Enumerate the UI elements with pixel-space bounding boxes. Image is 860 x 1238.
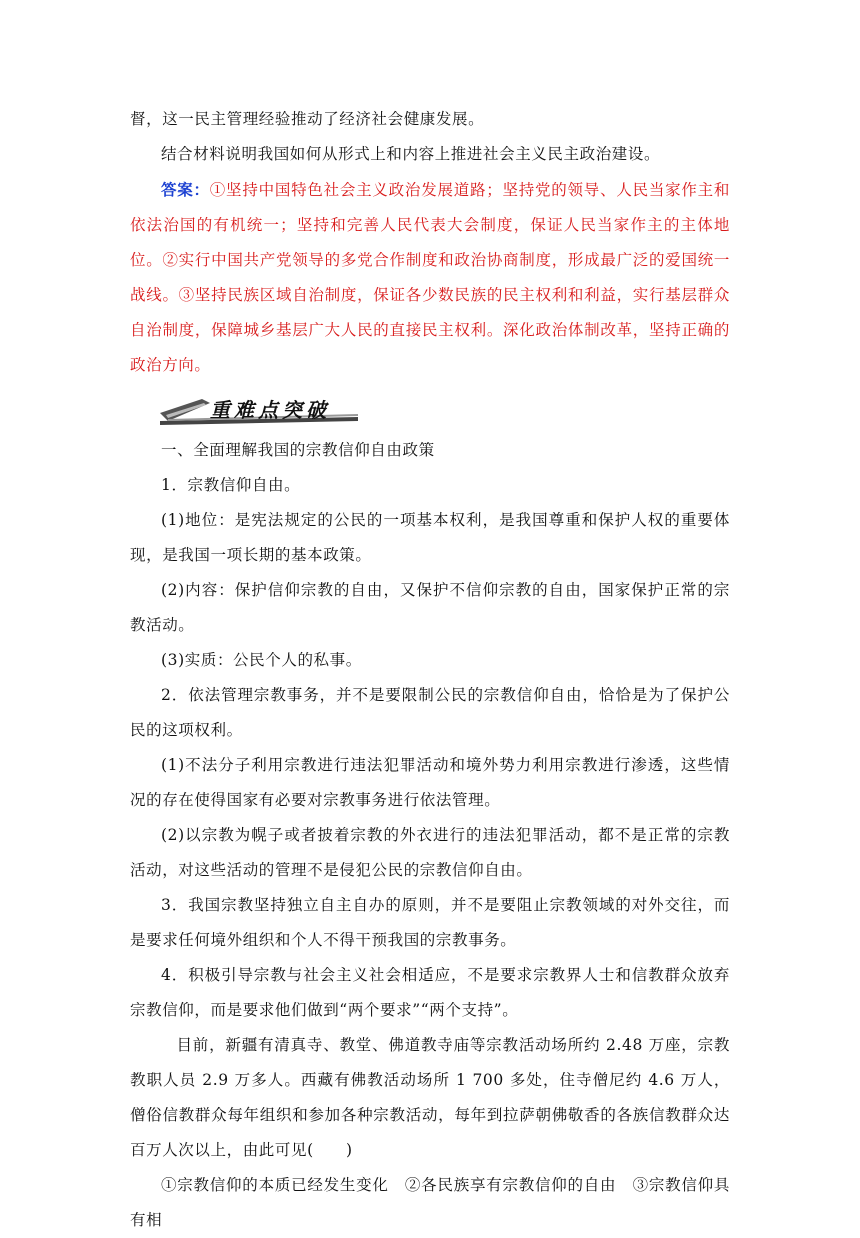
exercise-options: ①宗教信仰的本质已经发生变化 ②各民族享有宗教信仰的自由 ③宗教信仰具有相 xyxy=(130,1176,730,1229)
answer-block xyxy=(130,172,730,383)
exercise-question: 目前，新疆有清真寺、教堂、佛道教寺庙等宗教活动场所约 2.48 万座，宗教教职人员 2.9 万多人。西藏有佛教活动场所 1 700 多处，住寺僧尼约 4.6 万人，僧俗信教群众每年组织和参加各种宗教活动，每年到拉萨朝佛敬香的各族信教群众达百万人次以上，由此可见( ) xyxy=(130,1036,730,1159)
page-content xyxy=(130,102,730,1238)
answer-text: ①坚持中国特色社会主义政治发展道路；坚持党的领导、人民当家作主和依法治国的有机统一；坚持和完善人民代表大会制度，保证人民当家作主的主体地位。②实行中国共产党领导的多党合作制度和政治协商制度，形成最广泛的爱国统一战线。③坚持民族区域自治制度，保证各少数民族的民主权利和利益，实行基层群众自治制度，保障城乡基层广大人民的直接民主权利。深化政治体制改革，坚持正确的政治方向。 xyxy=(130,181,730,374)
point-heading: 4．积极引导宗教与社会主义社会相适应，不是要求宗教界人士和信教群众放弃宗教信仰，而是要求他们做到“两个要求”“两个支持”。 xyxy=(130,966,730,1019)
section-title: 重难点突破 xyxy=(210,397,330,422)
point-item: (2)内容：保护信仰宗教的自由，又保护不信仰宗教的自由，国家保护正常的宗教活动。 xyxy=(130,581,730,634)
point-item: (1)不法分子利用宗教进行违法犯罪活动和境外势力利用宗教进行渗透，这些情况的存在使得国家有必要对宗教事务进行依法管理。 xyxy=(130,756,730,809)
point-heading: 1．宗教信仰自由。 xyxy=(161,476,301,494)
paragraph-continuation: 督，这一民主管理经验推动了经济社会健康发展。 xyxy=(130,110,485,128)
section-heading: 一、全面理解我国的宗教信仰自由政策 xyxy=(161,441,435,459)
section-banner xyxy=(158,387,730,433)
point-item: (3)实质：公民个人的私事。 xyxy=(161,651,362,669)
answer-label: 答案： xyxy=(161,180,210,199)
point-heading: 3．我国宗教坚持独立自主自办的原则，并不是要阻止宗教领域的对外交往，而是要求任何境外组织和个人不得干预我国的宗教事务。 xyxy=(130,896,730,949)
point-item: (2)以宗教为幌子或者披着宗教的外衣进行的违法犯罪活动，都不是正常的宗教活动，对这些活动的管理不是侵犯公民的宗教信仰自由。 xyxy=(130,826,730,879)
point-item: (1)地位：是宪法规定的公民的一项基本权利，是我国尊重和保护人权的重要体现，是我国一项长期的基本政策。 xyxy=(130,511,730,564)
point-heading: 2．依法管理宗教事务，并不是要限制公民的宗教信仰自由，恰恰是为了保护公民的这项权利。 xyxy=(130,686,730,739)
question-prompt: 结合材料说明我国如何从形式上和内容上推进社会主义民主政治建设。 xyxy=(161,145,661,163)
